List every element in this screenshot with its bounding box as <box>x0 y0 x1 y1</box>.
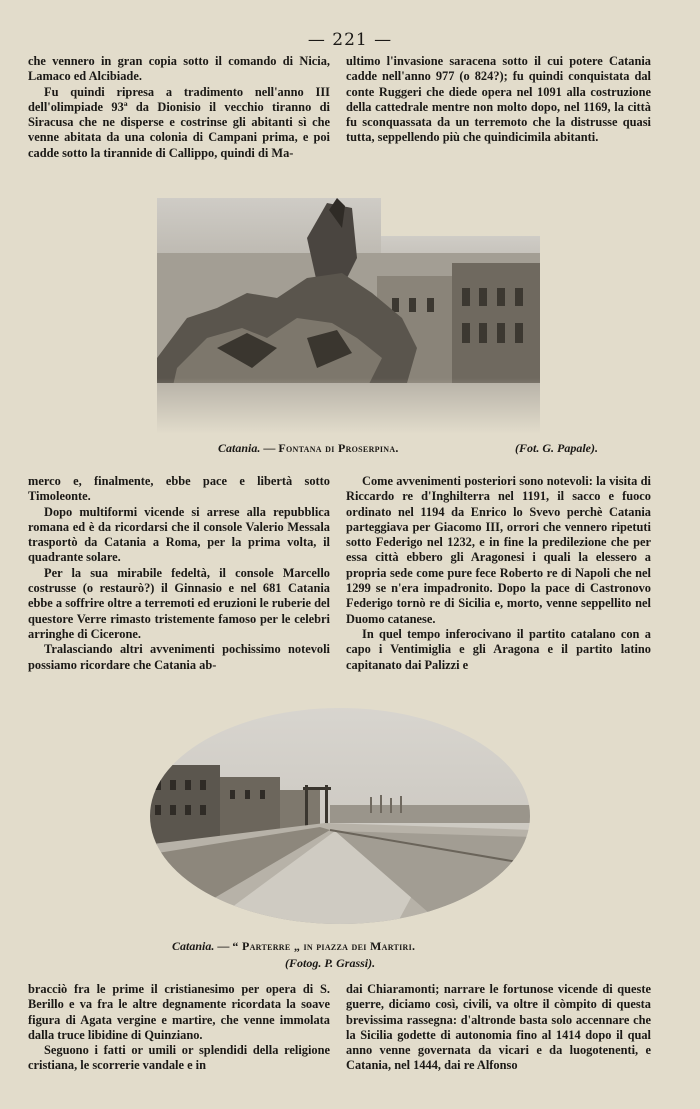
paragraph: bracciò fra le prime il cristianesimo per opera di S. Berillo e va fra le altre degnamente ricordata la soave figura di Agata vergine e martire, che venne immolata dalla truce libidine di Quinziano. <box>28 982 330 1042</box>
middle-left-column <box>28 474 330 673</box>
top-right-column <box>346 54 651 146</box>
paragraph: merco e, finalmente, ebbe pace e libertà sotto Timoleonte. <box>28 474 330 504</box>
paragraph: Tralasciando altri avvenimenti pochissimo notevoli possiamo ricordare che Catania ab- <box>28 642 330 672</box>
bottom-left-column <box>28 982 330 1074</box>
fountain-photo <box>157 198 540 434</box>
paragraph: che vennero in gran copia sotto il comando di Nicia, Lamaco ed Alcibiade. <box>28 54 330 84</box>
paragraph: Seguono i fatti or umili or splendidi della religione cristiana, le scorrerie vandale e in <box>28 1043 330 1073</box>
parterre-photo-image <box>145 705 535 927</box>
paragraph: Per la sua mirabile fedeltà, il console Marcello costrusse (o restaurò?) il Ginnasio e nel 681 Catania ebbe a soffrire oltre a terremoti ed eruzioni le ruberie del questore Verre rimasto tristemente famoso per le celebri arringhe di Cicerone. <box>28 565 330 641</box>
parterre-photo <box>145 705 535 927</box>
caption-city: Catania. <box>172 939 215 953</box>
page-number: — 221 — <box>307 30 393 50</box>
caption-rest: in piazza dei Martiri. <box>300 939 416 953</box>
caption-dash: — <box>214 939 233 953</box>
paragraph: dai Chiaramonti; narrare le fortunose vicende di queste guerre, diciamo così, civili, va oltre il còmpito di questa brevissima rassegna: d'altronde basta solo accennare che la Sicilia godette di autonomia fino al 1414 dopo il qual anno venne governata da vicari e da luogotenenti, e Catania, nel 1444, dai re Alfonso <box>346 982 651 1073</box>
figure-caption <box>218 441 648 456</box>
caption-dash: — <box>260 441 279 455</box>
middle-right-column <box>346 474 651 673</box>
paragraph: Dopo multiformi vicende si arrese alla repubblica romana ed è da ricordarsi che il console Valerio Messala trasportò da Catania a Roma, per la prima volta, il quadrante solare. <box>28 504 330 565</box>
paragraph: In quel tempo inferocivano il partito catalano con a capo i Ventimiglia e gli Aragona e il partito latino capitanato dai Palizzi e <box>346 626 651 672</box>
top-left-column <box>28 54 330 161</box>
figure-caption <box>172 939 642 954</box>
figure-credit <box>285 956 485 971</box>
bottom-right-column <box>346 982 651 1074</box>
paragraph: ultimo l'invasione saracena sotto il cui potere Catania cadde nell'anno 977 (o 824?); fu quindi conquistata dal conte Ruggeri che diede opera nel 1091 alla costruzione della cattedrale mentre non molto dopo, nel 1169, la città fu sconquassata da un terremoto che la distrusse quasi tutta, seppellendo più che quindicimila abitanti. <box>346 54 651 145</box>
caption-title: Fontana di Proserpina. <box>278 441 399 455</box>
paragraph: Fu quindi ripresa a tradimento nell'anno III dell'olimpiade 93ª da Dionisio il vecchio tiranno di Siracusa che ne disperse e costrinse gli abitanti sì che venne abitata da una colonia di Campani prima, e poi cadde sotto la tirannide di Callippo, quindi di Ma- <box>28 84 330 160</box>
fountain-photo-image <box>157 198 540 434</box>
paragraph: Come avvenimenti posteriori sono notevoli: la visita di Riccardo re d'Inghilterra nel 1191, il sacco e fuoco ordinato nel 1194 da Enrico lo Svevo perchè Catania parteggiava per Giacomo III, orrori che vennero ripetuti sotto Federigo nel 1232, e in fine la predilezione che per essa città ebbero gli Aragonesi i quali la elessero a propria sede come pure fece Roberto re di Napoli che nel 1299 se n'era impadronito. Dopo la pace di Castronovo Federigo tornò re di Sicilia e, morto, venne seppellito nel Duomo catanese. <box>346 474 651 626</box>
caption-city: Catania. <box>218 441 261 455</box>
caption-credit: (Fot. G. Papale). <box>515 441 598 455</box>
caption-title: “ Parterre „ <box>232 939 301 953</box>
caption-credit: (Fotog. P. Grassi). <box>285 956 376 970</box>
